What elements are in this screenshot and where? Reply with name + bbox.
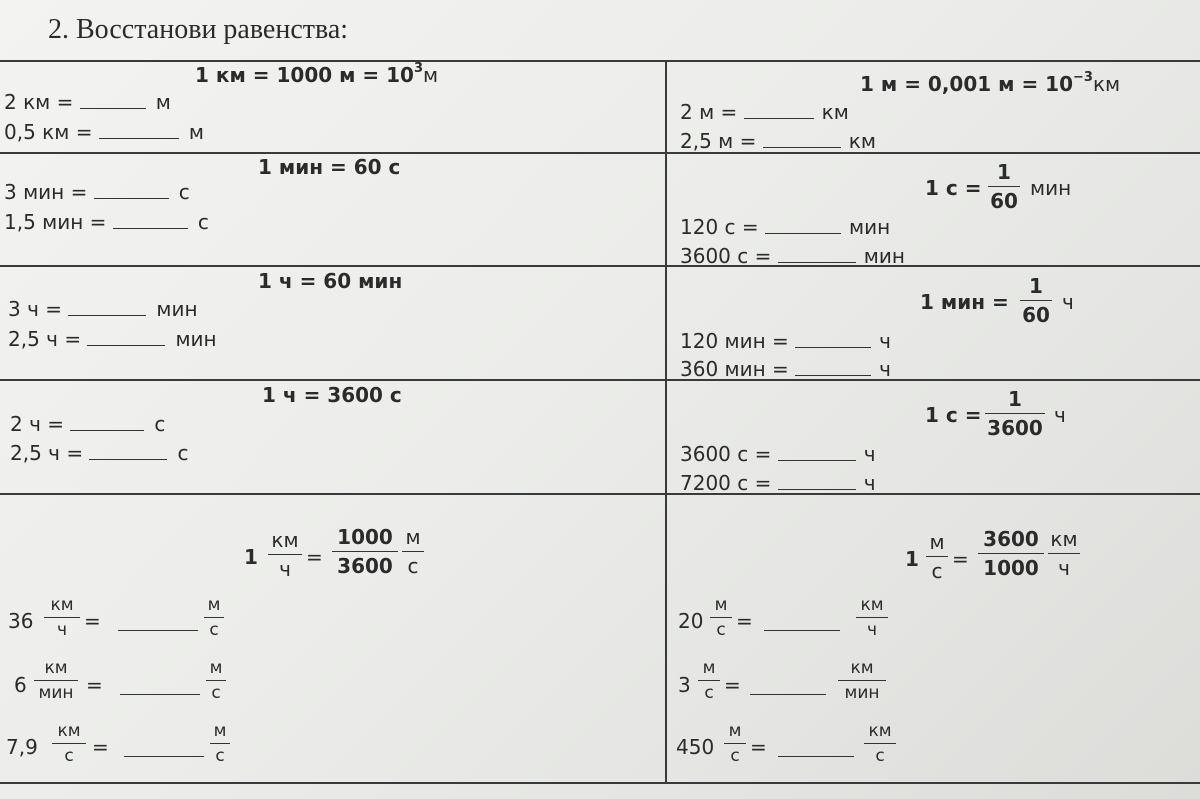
equals-sign: = (952, 547, 969, 571)
table-bottom-border (0, 782, 1200, 784)
task-line: 3 мин = с (4, 180, 190, 204)
task-line: 2,5 м = км (680, 129, 876, 153)
speed-value: 36 (8, 609, 34, 633)
value-fraction: 3600 1000 (978, 527, 1044, 580)
table-row-divider (0, 152, 1200, 154)
answer-blank[interactable] (795, 357, 871, 376)
table-top-border (0, 60, 1200, 62)
exercise-title: 2. Восстанови равенства: (48, 14, 349, 45)
unit-fraction: км ч (1048, 527, 1080, 580)
answer-blank[interactable] (87, 327, 165, 346)
answer-blank[interactable] (778, 244, 856, 263)
fraction: 1 3600 (985, 387, 1045, 440)
unit-fraction: м с (210, 721, 230, 766)
answer-blank[interactable] (763, 129, 841, 148)
answer-blank[interactable] (778, 738, 854, 757)
equals-sign: = (306, 545, 323, 569)
answer-blank[interactable] (778, 471, 856, 490)
unit-fraction: км ч (268, 528, 302, 581)
answer-blank[interactable] (68, 297, 146, 316)
speed-formula-one: 1 (905, 547, 919, 571)
unit-fraction: м с (206, 658, 226, 703)
formula-min-to-s: 1 мин = 60 с (258, 155, 401, 179)
task-line: 2 ч = с (10, 412, 166, 436)
task-line: 3600 с = ч (680, 442, 876, 466)
formula-h-to-min: 1 ч = 60 мин (258, 269, 403, 293)
task-line: 360 мин = ч (680, 357, 891, 381)
answer-blank[interactable] (124, 738, 204, 757)
equals-sign: = (92, 735, 109, 759)
answer-blank[interactable] (94, 180, 169, 199)
answer-blank[interactable] (118, 612, 198, 631)
speed-formula-one: 1 (244, 545, 258, 569)
answer-blank[interactable] (764, 612, 840, 631)
answer-blank[interactable] (99, 120, 179, 139)
unit-fraction: км мин (838, 658, 886, 703)
answer-blank[interactable] (744, 100, 814, 119)
task-line: 0,5 км = м (4, 120, 204, 144)
unit-label: мин (1030, 176, 1072, 200)
equals-sign: = (736, 609, 753, 633)
equals-sign: = (84, 609, 101, 633)
unit-fraction: м с (402, 525, 424, 578)
equals-sign: = (86, 673, 103, 697)
table-row-divider (0, 265, 1200, 267)
formula-s-to-h: 1 с = (925, 403, 982, 427)
answer-blank[interactable] (70, 412, 144, 431)
value-fraction: 1000 3600 (332, 525, 398, 578)
formula-m-to-km: 1 м = 0,001 $м = 10^{-3}км$ (860, 70, 1121, 96)
unit-label: ч (1054, 403, 1066, 427)
answer-blank[interactable] (795, 329, 871, 348)
formula-km-to-m: 1 км = 1000 $м = 10^3м$ (195, 61, 439, 87)
speed-value: 450 (676, 735, 715, 759)
task-line: 2 км = м (4, 90, 171, 114)
task-line: 7200 с = ч (680, 471, 876, 495)
answer-blank[interactable] (765, 215, 841, 234)
speed-value: 3 (678, 673, 691, 697)
formula-h-to-s: 1 ч = 3600 с (262, 383, 402, 407)
unit-fraction: м с (204, 595, 224, 640)
task-line: 120 с = мин (680, 215, 891, 239)
task-line: 2,5 ч = с (10, 441, 189, 465)
answer-blank[interactable] (89, 441, 167, 460)
unit-fraction: м с (724, 721, 746, 766)
unit-fraction: км мин (34, 658, 78, 703)
answer-blank[interactable] (113, 210, 188, 229)
task-line: 120 мин = ч (680, 329, 891, 353)
answer-blank[interactable] (778, 442, 856, 461)
fraction: 1 60 (1020, 274, 1052, 327)
unit-fraction: км ч (856, 595, 888, 640)
answer-blank[interactable] (80, 90, 146, 109)
task-line: 2,5 ч = мин (8, 327, 217, 351)
task-line: 1,5 мин = с (4, 210, 209, 234)
unit-fraction: м с (698, 658, 720, 703)
task-line: 3600 с = мин (680, 244, 905, 268)
answer-blank[interactable] (120, 676, 200, 695)
equals-sign: = (724, 673, 741, 697)
speed-value: 6 (14, 673, 27, 697)
unit-fraction: км с (52, 721, 86, 766)
unit-fraction: км с (864, 721, 896, 766)
formula-s-to-min: 1 с = (925, 176, 982, 200)
table-row-divider (0, 379, 1200, 381)
speed-value: 20 (678, 609, 704, 633)
table-column-divider (665, 61, 667, 783)
speed-value: 7,9 (6, 735, 38, 759)
unit-fraction: м с (926, 530, 948, 583)
fraction: 1 60 (988, 160, 1020, 213)
unit-fraction: км ч (44, 595, 80, 640)
task-line: 2 м = км (680, 100, 849, 124)
table-row-divider (0, 493, 1200, 495)
answer-blank[interactable] (750, 676, 826, 695)
unit-label: ч (1062, 290, 1074, 314)
equals-sign: = (750, 735, 767, 759)
task-line: 3 ч = мин (8, 297, 198, 321)
formula-min-to-h: 1 мин = (920, 290, 1009, 314)
unit-fraction: м с (710, 595, 732, 640)
